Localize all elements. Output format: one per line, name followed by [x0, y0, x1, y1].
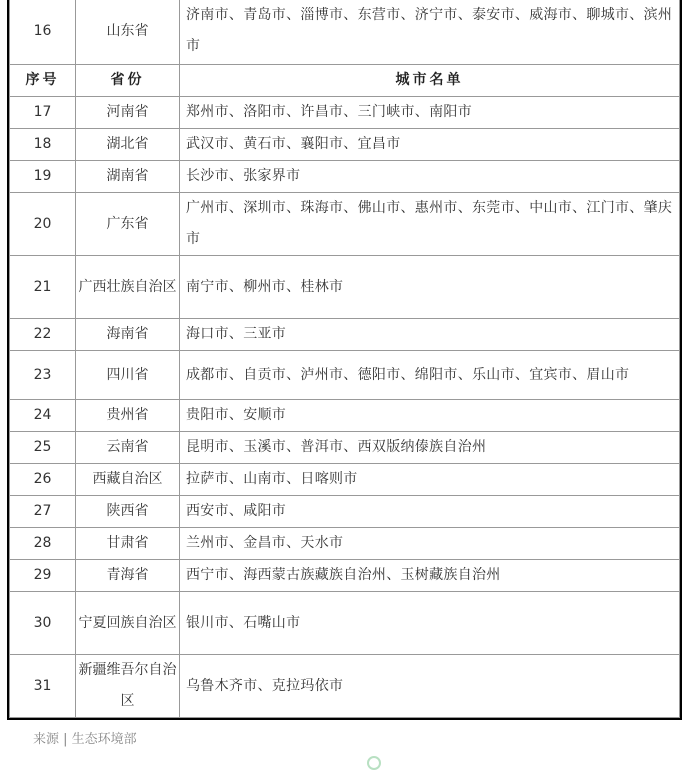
table-header-row	[10, 65, 680, 97]
table-row	[10, 193, 680, 256]
cities-cell: 昆明市、玉溪市、普洱市、西双版纳傣族自治州	[180, 432, 680, 464]
circle-icon	[367, 756, 381, 770]
cities-cell: 贵阳市、安顺市	[180, 400, 680, 432]
province-cell: 贵州省	[76, 400, 180, 432]
table-row	[10, 432, 680, 464]
cities-cell: 拉萨市、山南市、日喀则市	[180, 464, 680, 496]
cities-cell: 兰州市、金昌市、天水市	[180, 528, 680, 560]
source-caption: 来源 | 生态环境部	[33, 732, 137, 747]
table-row	[10, 528, 680, 560]
province-cell: 西藏自治区	[76, 464, 180, 496]
table-row	[10, 161, 680, 193]
table-row	[10, 464, 680, 496]
province-cell: 湖南省	[76, 161, 180, 193]
table-row	[10, 400, 680, 432]
province-cell: 海南省	[76, 319, 180, 351]
table-row	[10, 496, 680, 528]
row-number: 29	[10, 560, 76, 592]
row-number: 20	[10, 193, 76, 256]
row-number: 21	[10, 256, 76, 319]
province-cell: 新疆维吾尔自治区	[76, 655, 180, 718]
province-cell: 陕西省	[76, 496, 180, 528]
table-row	[10, 129, 680, 161]
cities-cell: 乌鲁木齐市、克拉玛依市	[180, 655, 680, 718]
cities-cell: 长沙市、张家界市	[180, 161, 680, 193]
table-row	[10, 592, 680, 655]
cities-cell: 广州市、深圳市、珠海市、佛山市、惠州市、东莞市、中山市、江门市、肇庆市	[180, 193, 680, 256]
row-number: 31	[10, 655, 76, 718]
province-cell: 宁夏回族自治区	[76, 592, 180, 655]
row-number: 27	[10, 496, 76, 528]
row-number: 22	[10, 319, 76, 351]
row-number: 26	[10, 464, 76, 496]
row-number: 24	[10, 400, 76, 432]
province-cell: 广东省	[76, 193, 180, 256]
cities-cell: 成都市、自贡市、泸州市、德阳市、绵阳市、乐山市、宜宾市、眉山市	[180, 351, 680, 400]
province-cell: 青海省	[76, 560, 180, 592]
cities-cell: 济南市、青岛市、淄博市、东营市、济宁市、泰安市、威海市、聊城市、滨州市	[180, 0, 680, 65]
table-row	[10, 319, 680, 351]
city-list-table	[9, 0, 680, 718]
city-list-table-frame	[7, 0, 682, 720]
table-row	[10, 655, 680, 718]
cities-cell: 武汉市、黄石市、襄阳市、宜昌市	[180, 129, 680, 161]
province-cell: 河南省	[76, 97, 180, 129]
table-row	[10, 560, 680, 592]
row-number: 18	[10, 129, 76, 161]
cities-cell: 西宁市、海西蒙古族藏族自治州、玉树藏族自治州	[180, 560, 680, 592]
province-cell: 云南省	[76, 432, 180, 464]
table-row	[10, 256, 680, 319]
cities-cell: 郑州市、洛阳市、许昌市、三门峡市、南阳市	[180, 97, 680, 129]
province-cell: 广西壮族自治区	[76, 256, 180, 319]
province-cell: 山东省	[76, 0, 180, 65]
table-row	[10, 351, 680, 400]
table-row	[10, 0, 680, 65]
province-cell: 湖北省	[76, 129, 180, 161]
province-cell: 甘肃省	[76, 528, 180, 560]
cities-cell: 海口市、三亚市	[180, 319, 680, 351]
province-cell: 四川省	[76, 351, 180, 400]
row-number: 17	[10, 97, 76, 129]
row-number: 23	[10, 351, 76, 400]
header-province: 省份	[76, 65, 180, 97]
row-number: 25	[10, 432, 76, 464]
cities-cell: 西安市、咸阳市	[180, 496, 680, 528]
row-number: 16	[10, 0, 76, 65]
cities-cell: 南宁市、柳州市、桂林市	[180, 256, 680, 319]
table-row	[10, 97, 680, 129]
row-number: 19	[10, 161, 76, 193]
cities-cell: 银川市、石嘴山市	[180, 592, 680, 655]
row-number: 28	[10, 528, 76, 560]
row-number: 30	[10, 592, 76, 655]
header-cities: 城市名单	[180, 65, 680, 97]
header-number: 序号	[10, 65, 76, 97]
